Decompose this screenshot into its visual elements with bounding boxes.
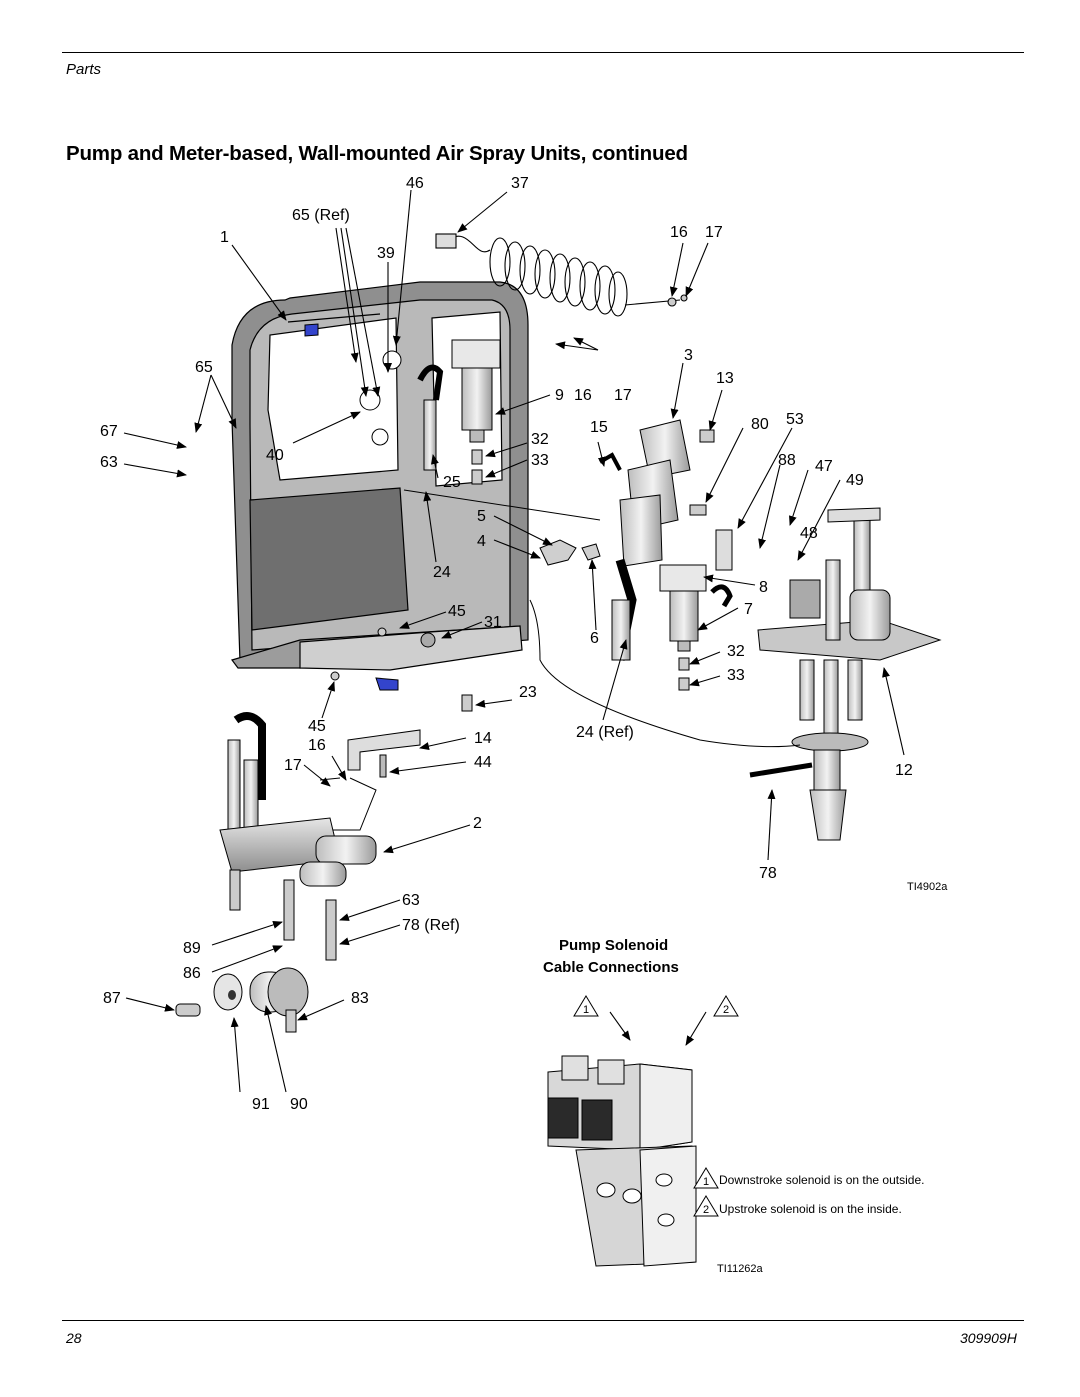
callout-16-c: 16: [308, 737, 326, 754]
callout-89: 89: [183, 940, 201, 957]
callout-12: 12: [895, 762, 913, 779]
callout-1: 1: [220, 229, 229, 246]
callout-53: 53: [786, 411, 804, 428]
page-title: Pump and Meter-based, Wall-mounted Air Spray Units, continued: [66, 142, 688, 165]
solenoid-valve-cluster: [600, 420, 732, 660]
solenoid-valve-photo: [548, 1056, 696, 1266]
callout-15: 15: [590, 419, 608, 436]
callout-90: 90: [290, 1096, 308, 1113]
note-1: [694, 1168, 924, 1188]
callout-13: 13: [716, 370, 734, 387]
svg-text:2: 2: [723, 1004, 730, 1016]
svg-text:2: 2: [703, 1204, 710, 1216]
solenoid-heading-line2: Cable Connections: [543, 959, 679, 976]
callout-80: 80: [751, 416, 769, 433]
callout-78-ref: 78 (Ref): [402, 917, 460, 934]
callout-24-ref: 24 (Ref): [576, 724, 634, 741]
callout-48: 48: [800, 525, 818, 542]
note-2: [694, 1196, 902, 1216]
callout-9: 9: [555, 387, 564, 404]
callout-24: 24: [433, 564, 451, 581]
section-label: Parts: [66, 61, 102, 78]
meter-manifold: [176, 716, 376, 1032]
filter-regulator-lower: [660, 565, 730, 690]
callout-67: 67: [100, 423, 118, 440]
callout-47: 47: [815, 458, 833, 475]
svg-text:1: 1: [703, 1176, 710, 1188]
warning-flag-2: [714, 996, 738, 1016]
callout-91: 91: [252, 1096, 270, 1113]
callout-63-a: 63: [100, 454, 118, 471]
callout-44: 44: [474, 754, 492, 771]
footer-rule: [62, 1320, 1024, 1321]
callout-6: 6: [590, 630, 599, 647]
callout-17-b: 17: [614, 387, 632, 404]
callout-4: 4: [477, 533, 486, 550]
callout-33-b: 33: [727, 667, 745, 684]
callout-63-b: 63: [402, 892, 420, 909]
callout-33-a: 33: [531, 452, 549, 469]
callout-87: 87: [103, 990, 121, 1007]
callout-46: 46: [406, 175, 424, 192]
solenoid-heading-line1: Pump Solenoid: [559, 937, 669, 954]
callout-65-ref: 65 (Ref): [292, 207, 350, 224]
page-number: 28: [66, 1330, 82, 1346]
callout-17-c: 17: [284, 757, 302, 774]
callout-7: 7: [744, 601, 753, 618]
figure-id-solenoid: TI11262a: [717, 1263, 763, 1275]
callout-40: 40: [266, 447, 284, 464]
callout-32-a: 32: [531, 431, 549, 448]
callout-14: 14: [474, 730, 492, 747]
callout-37: 37: [511, 175, 529, 192]
callout-16-b: 16: [574, 387, 592, 404]
svg-text:Upstroke solenoid is on the in: Upstroke solenoid is on the inside.: [719, 1202, 902, 1216]
callout-25: 25: [443, 474, 461, 491]
callout-3: 3: [684, 347, 693, 364]
callout-31: 31: [484, 614, 502, 631]
svg-text:Downstroke solenoid is on the: Downstroke solenoid is on the outside.: [719, 1173, 925, 1187]
doc-number: 309909H: [960, 1330, 1017, 1346]
callout-83: 83: [351, 990, 369, 1007]
callout-49: 49: [846, 472, 864, 489]
callout-17-a: 17: [705, 224, 723, 241]
svg-text:1: 1: [583, 1004, 590, 1016]
callout-88: 88: [778, 452, 796, 469]
callout-39: 39: [377, 245, 395, 262]
callout-45-b: 45: [308, 718, 326, 735]
callout-86: 86: [183, 965, 201, 982]
callout-78: 78: [759, 865, 777, 882]
figure-id-main: TI4902a: [907, 881, 948, 893]
callout-16-a: 16: [670, 224, 688, 241]
callout-32-b: 32: [727, 643, 745, 660]
solenoid-section: [543, 937, 924, 1275]
callout-2: 2: [473, 815, 482, 832]
callout-8: 8: [759, 579, 768, 596]
callout-5: 5: [477, 508, 486, 525]
callout-45-a: 45: [448, 603, 466, 620]
callout-65: 65: [195, 359, 213, 376]
warning-flag-1: [574, 996, 598, 1016]
callout-23: 23: [519, 684, 537, 701]
